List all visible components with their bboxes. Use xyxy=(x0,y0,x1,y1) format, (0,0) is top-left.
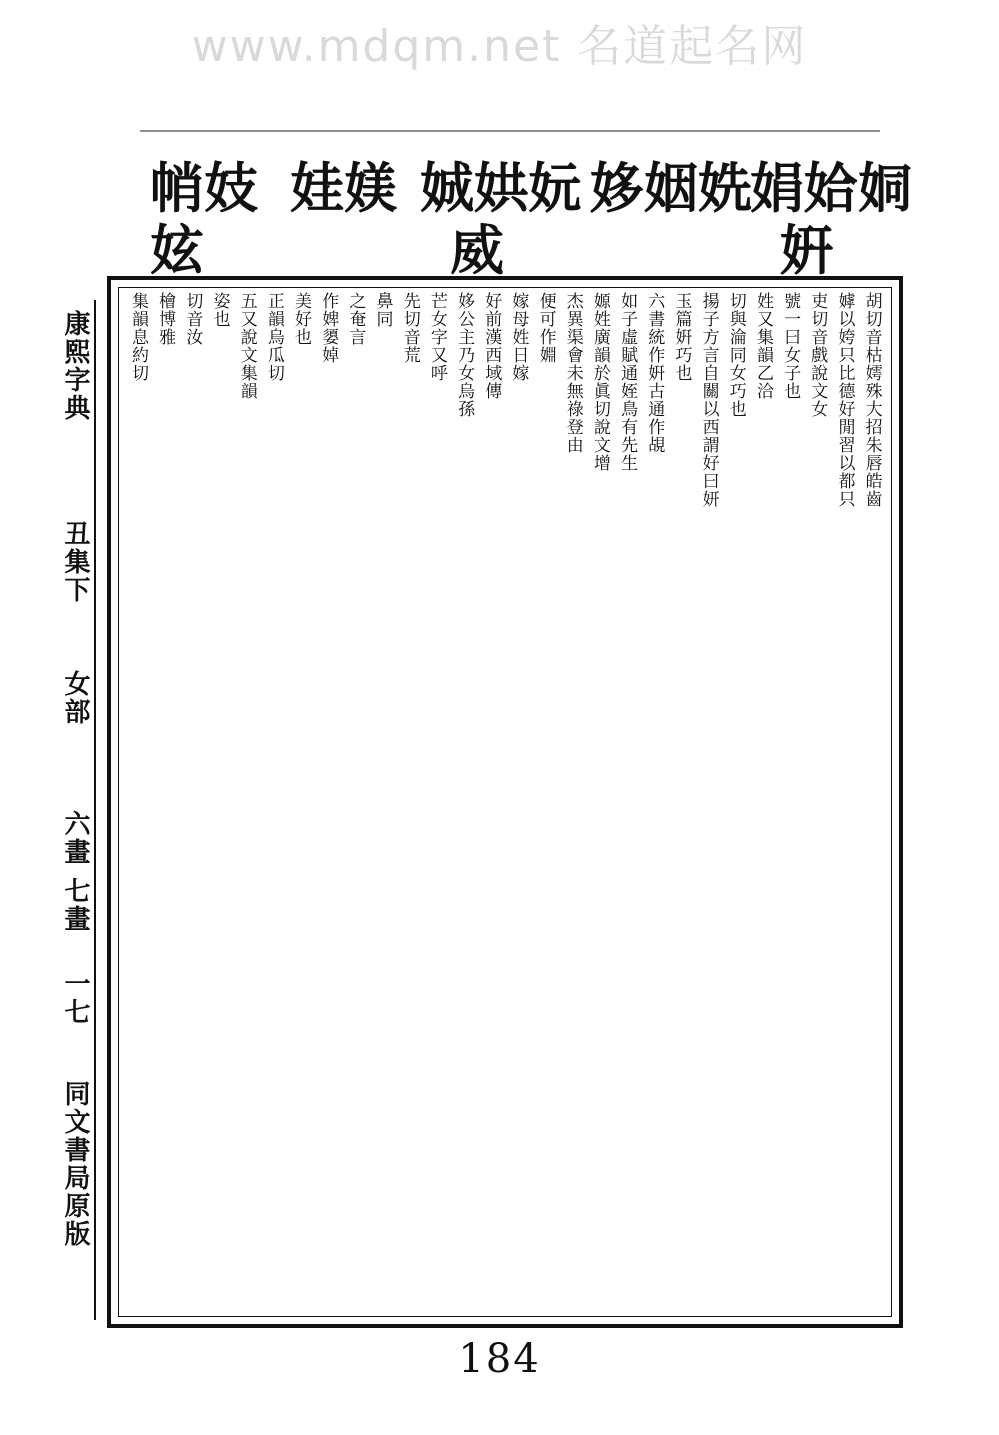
text-column: 便可作婣 xyxy=(535,292,556,364)
text-column: 之奄言 xyxy=(345,292,366,346)
margin-rule xyxy=(94,300,96,1320)
text-column: 揚子方言自關以西謂好曰妍 xyxy=(698,292,719,508)
text-column: 姼公主乃女烏孫 xyxy=(454,292,475,418)
book-title: 康熙字典 xyxy=(60,310,90,422)
top-rule xyxy=(140,130,880,132)
text-column: 嫄姓廣韻於眞切說文增 xyxy=(589,292,610,472)
seal-group-3: 娍娂妧 xyxy=(420,156,582,220)
seal-group-1: 帩妓 xyxy=(150,156,258,220)
dictionary-text-frame xyxy=(107,276,903,1328)
text-column: 切與淪同女巧也 xyxy=(725,292,746,418)
text-column: 美好也 xyxy=(291,292,312,346)
text-column: 正韻烏瓜切 xyxy=(263,292,284,382)
text-column: 好前漢西域傳 xyxy=(481,292,502,400)
publisher-label: 同文書局原版 xyxy=(60,1080,90,1248)
text-column: 姿也 xyxy=(209,292,230,328)
seal-script-headers xyxy=(120,156,912,282)
seal-group-2: 娃媄 xyxy=(290,156,398,220)
text-column: 檜博雅 xyxy=(155,292,176,346)
text-column: 嫭以姱只比德好閒習以都只 xyxy=(834,292,855,508)
section-label: 丑集下 xyxy=(60,520,90,604)
text-column: 杰異渠會未無祿登由 xyxy=(562,292,583,454)
seal-group-3-sub: 威 xyxy=(450,218,504,282)
seal-group-5: 娟姶姛 xyxy=(750,156,912,220)
text-column: 作婢嬃婥 xyxy=(318,292,339,364)
text-column: 姓又集韻乙洽 xyxy=(752,292,773,400)
text-column: 切音汝 xyxy=(182,292,203,346)
text-column: 如子虛賦通姪鳥有先生 xyxy=(617,292,638,472)
radical-label: 女部 xyxy=(60,670,90,726)
seal-group-5-sub: 姸 xyxy=(780,218,834,282)
seal-group-4: 姼姻姺 xyxy=(590,156,752,220)
text-column: 先切音荒 xyxy=(399,292,420,364)
page-margin-label xyxy=(54,310,94,1320)
text-column: 吏切音戲說文女 xyxy=(807,292,828,418)
stroke-count-label: 六畫 七畫 xyxy=(60,810,90,934)
text-column: 五又說文集韻 xyxy=(236,292,257,400)
text-column: 嫁母姓日嫁 xyxy=(508,292,529,382)
text-column: 玉篇姸巧也 xyxy=(671,292,692,382)
text-column: 集韻息約切 xyxy=(128,292,148,382)
text-columns xyxy=(125,292,885,1312)
text-column: 六書統作姸古通作覘 xyxy=(644,292,665,454)
text-column: 號一曰女子也 xyxy=(780,292,801,400)
page-number: 184 xyxy=(458,1336,541,1382)
seal-group-1-sub: 妶 xyxy=(150,218,204,282)
leaf-number: 一七 xyxy=(60,970,90,1026)
text-column: 鼻同 xyxy=(372,292,393,328)
watermark: www.mdqm.net 名道起名网 xyxy=(191,21,808,72)
text-column: 胡切音枯嫮殊大招朱唇皓齒 xyxy=(861,292,882,508)
text-column: 芒女字又呼 xyxy=(426,292,447,382)
